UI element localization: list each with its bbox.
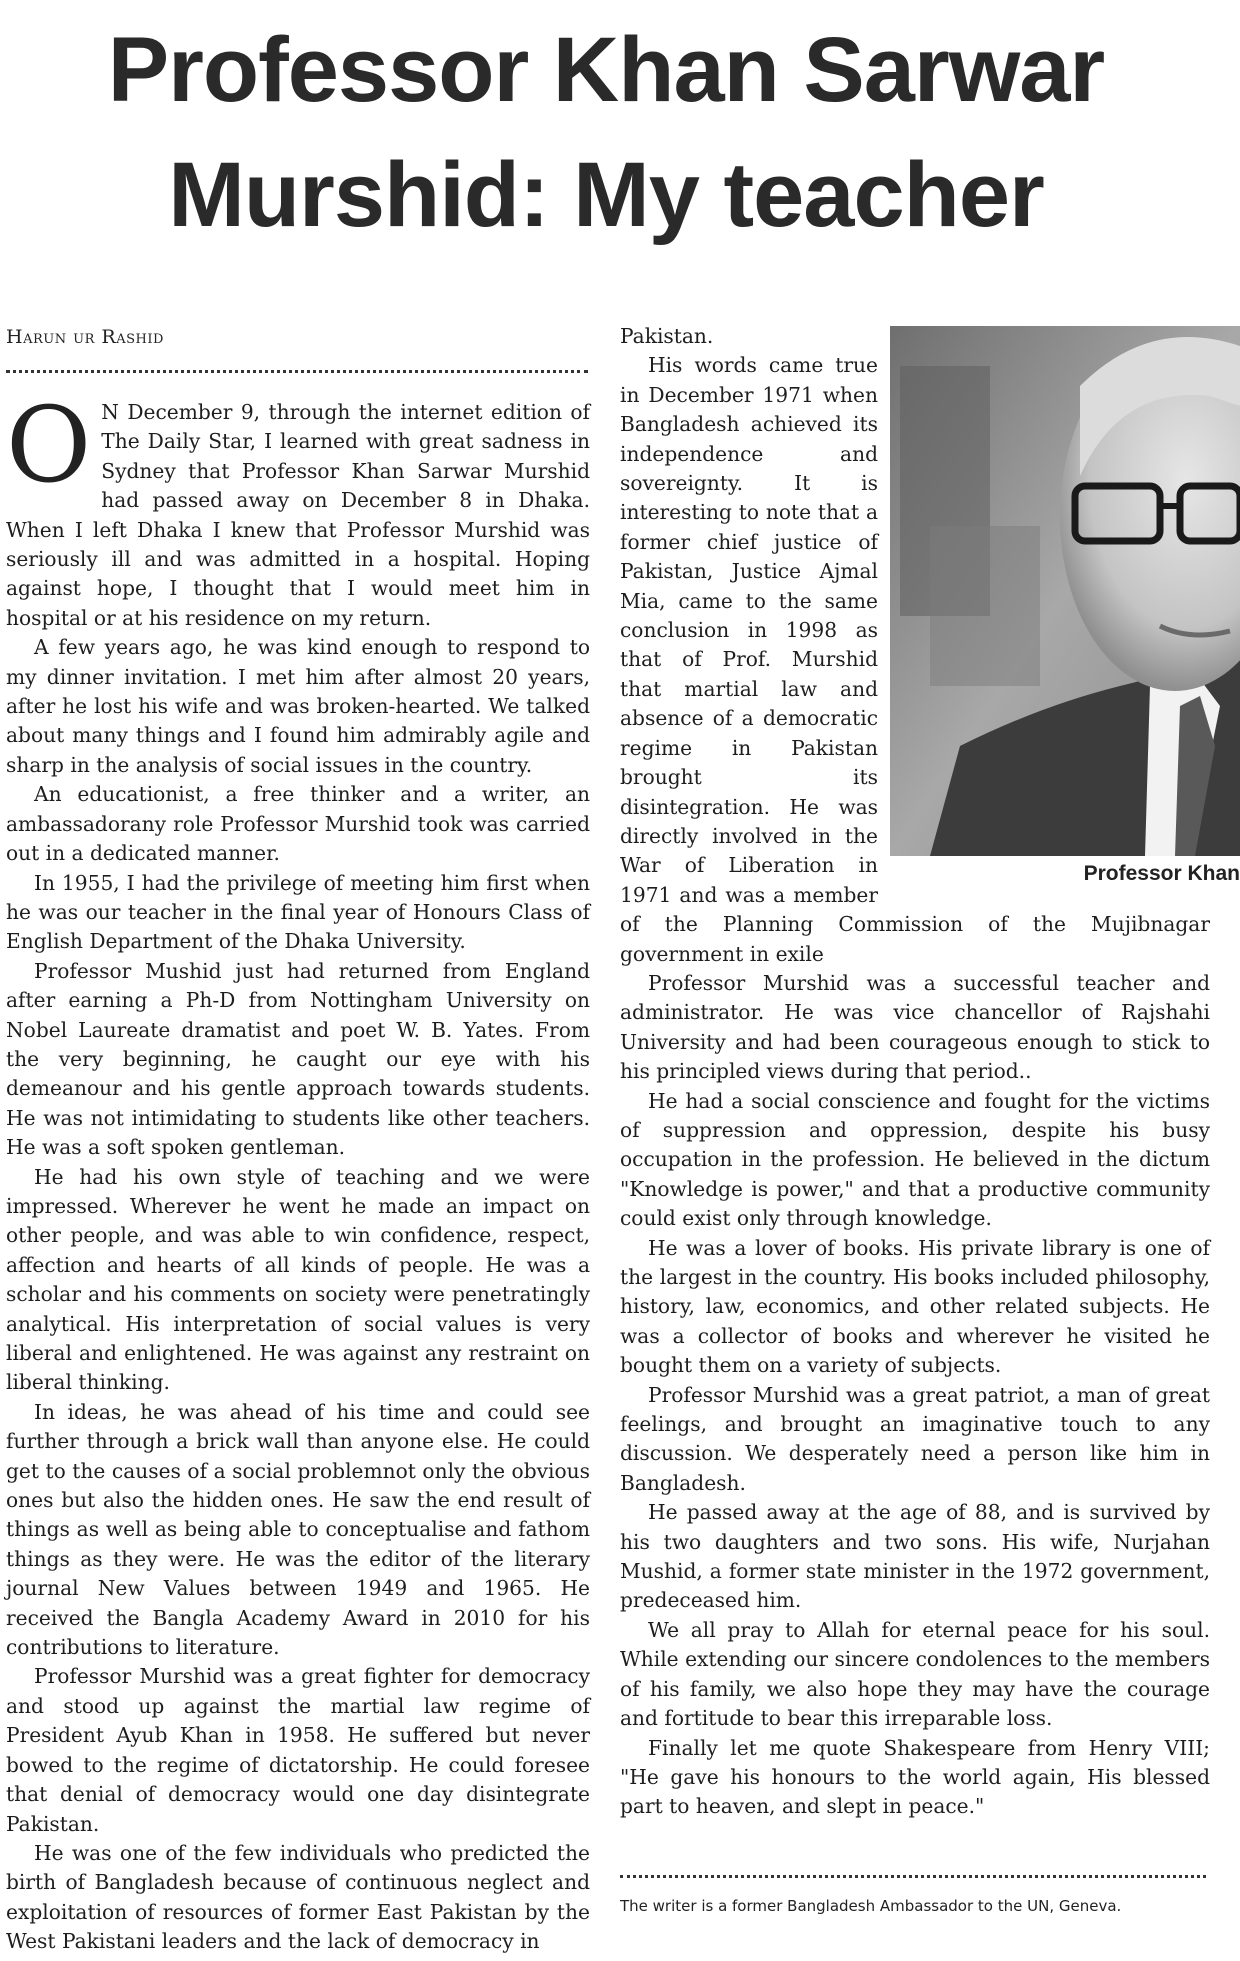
article-paragraph: He was one of the few individuals who predicted the birth of Bangladesh because of continuous neglect and exploitation of resources of former East Pakistan by the West Pakistani leaders and the lack of democracy in — [6, 1840, 590, 1954]
article-paragraph: Professor Mushid just had returned from England after earning a Ph-D from Nottingham University on Nobel Laureate dramatist and poet W. B. Yates. From the very beginning, he caught our eye with his demeanour and his gentle approach towards students. He was not intimidating to students like other teachers. He was a soft spoken gentleman. — [6, 958, 590, 1160]
article-paragraph: Professor Murshid was a great patriot, a man of great feelings, and brought an imaginative touch to any discussion. We desperately need a person like him in Bangladesh. — [620, 1382, 1210, 1495]
article-column-left — [6, 384, 590, 1957]
footer-divider — [620, 1875, 1206, 1878]
portrait-photo — [890, 326, 1240, 856]
author-note: The writer is a former Bangladesh Ambassador to the UN, Geneva. — [620, 1897, 1122, 1915]
article-paragraph: In ideas, he was ahead of his time and could see further through a brick wall than anyone else. He could get to the causes of a social problemnot only the obvious ones but also the hidden ones. He saw the end result of things as well as being able to conceptualise and fathom things as they were. He was the editor of the literary journal New Values between 1949 and 1965. He received the Bangla Academy Award in 2010 for his contributions to literature. — [6, 1399, 590, 1660]
article-paragraph: An educationist, a free thinker and a writer, an ambassadorany role Professor Murshid took was carried out in a dedicated manner. — [6, 782, 590, 866]
portrait-figure — [890, 326, 1240, 886]
article-paragraph: His words came true in December 1971 when Bangladesh achieved its independence and sovereignty. It is interesting to note that a former chief justice of Pakistan, Justice Ajmal Mia, came to the same conclusion in 1998 as that of Prof. Murshid that martial law and absence of a democratic regime in Pakistan brought its disintegration. He was directly involved in the War of Liberation in 1971 and was a member of the Planning Commission of the Mujibnagar government in exile — [620, 353, 1210, 966]
article-paragraph: He had his own style of teaching and we were impressed. Wherever he went he made an impact on other people, and was able to win confidence, respect, affection and hearts of all kinds of people. He was a scholar and his comments on society were penetratingly analytical. His interpretation of social values is very liberal and enlightened. He was against any restraint on liberal thinking. — [6, 1164, 590, 1395]
article-paragraph: A few years ago, he was kind enough to respond to my dinner invitation. I met him after almost 20 years, after he lost his wife and was broken-hearted. We talked about many things and I found him admirably agile and sharp in the analysis of social issues in the country. — [6, 635, 590, 777]
article-paragraph: Professor Murshid was a great fighter for democracy and stood up against the martial law regime of President Ayub Khan in 1958. He suffered but never bowed to the regime of dictatorship. He could foresee that denial of democracy would one day disintegrate Pakistan. — [6, 1664, 590, 1836]
article-headline: Professor Khan Sarwar Murshid: My teacher — [107, 19, 1105, 246]
article-paragraph: He had a social conscience and fought for the victims of suppression and oppression, despite his busy occupation in the profession. He believed in the dictum "Knowledge is power," and that a productive community could exist only through knowledge. — [620, 1088, 1210, 1231]
article-paragraph: He passed away at the age of 88, and is survived by his two daughters and two sons. His wife, Nurjahan Mushid, a former state minister in the 1972 government, predeceased him. — [620, 1500, 1210, 1613]
article-paragraph: Pakistan. — [620, 324, 714, 348]
photo-caption: Professor Khan — [1083, 862, 1240, 885]
article-column-right — [620, 322, 1240, 1822]
article-paragraph: Professor Murshid was a successful teacher and administrator. He was vice chancellor of Rajshahi University and had been courageous enough to stick to his principled views during that period.. — [620, 970, 1210, 1084]
article-paragraph: Finally let me quote Shakespeare from Henry VIII; "He gave his honours to the world again, His blessed part to heaven, and slept in peace." — [620, 1735, 1210, 1819]
article-paragraph: We all pray to Allah for eternal peace for his soul. While extending our sincere condolences to the members of his family, we also hope they may have the courage and fortitude to bear this irreparable loss. — [620, 1617, 1210, 1731]
drop-cap: O — [6, 384, 92, 506]
article-paragraph: O N December 9, through the internet edition of The Daily Star, I learned with great sadness in Sydney that Professor Khan Sarwar Murshid had passed away on December 8 in Dhaka. When I left Dhaka I knew that Professor Murshid was seriously ill and was admitted in a hospital. Hoping against hope, I thought that I would meet him in hospital or at his residence on my return. — [6, 384, 590, 630]
byline-divider — [6, 370, 588, 373]
byline: Harun ur Rashid — [6, 326, 164, 348]
article-paragraph: He was a lover of books. His private library is one of the largest in the country. His books included philosophy, history, law, economics, and other related subjects. He was a collector of books and wherever he visited he bought them on a variety of subjects. — [620, 1235, 1210, 1378]
article-paragraph: In 1955, I had the privilege of meeting him first when he was our teacher in the final year of Honours Class of English Department of the Dhaka University. — [6, 870, 590, 954]
